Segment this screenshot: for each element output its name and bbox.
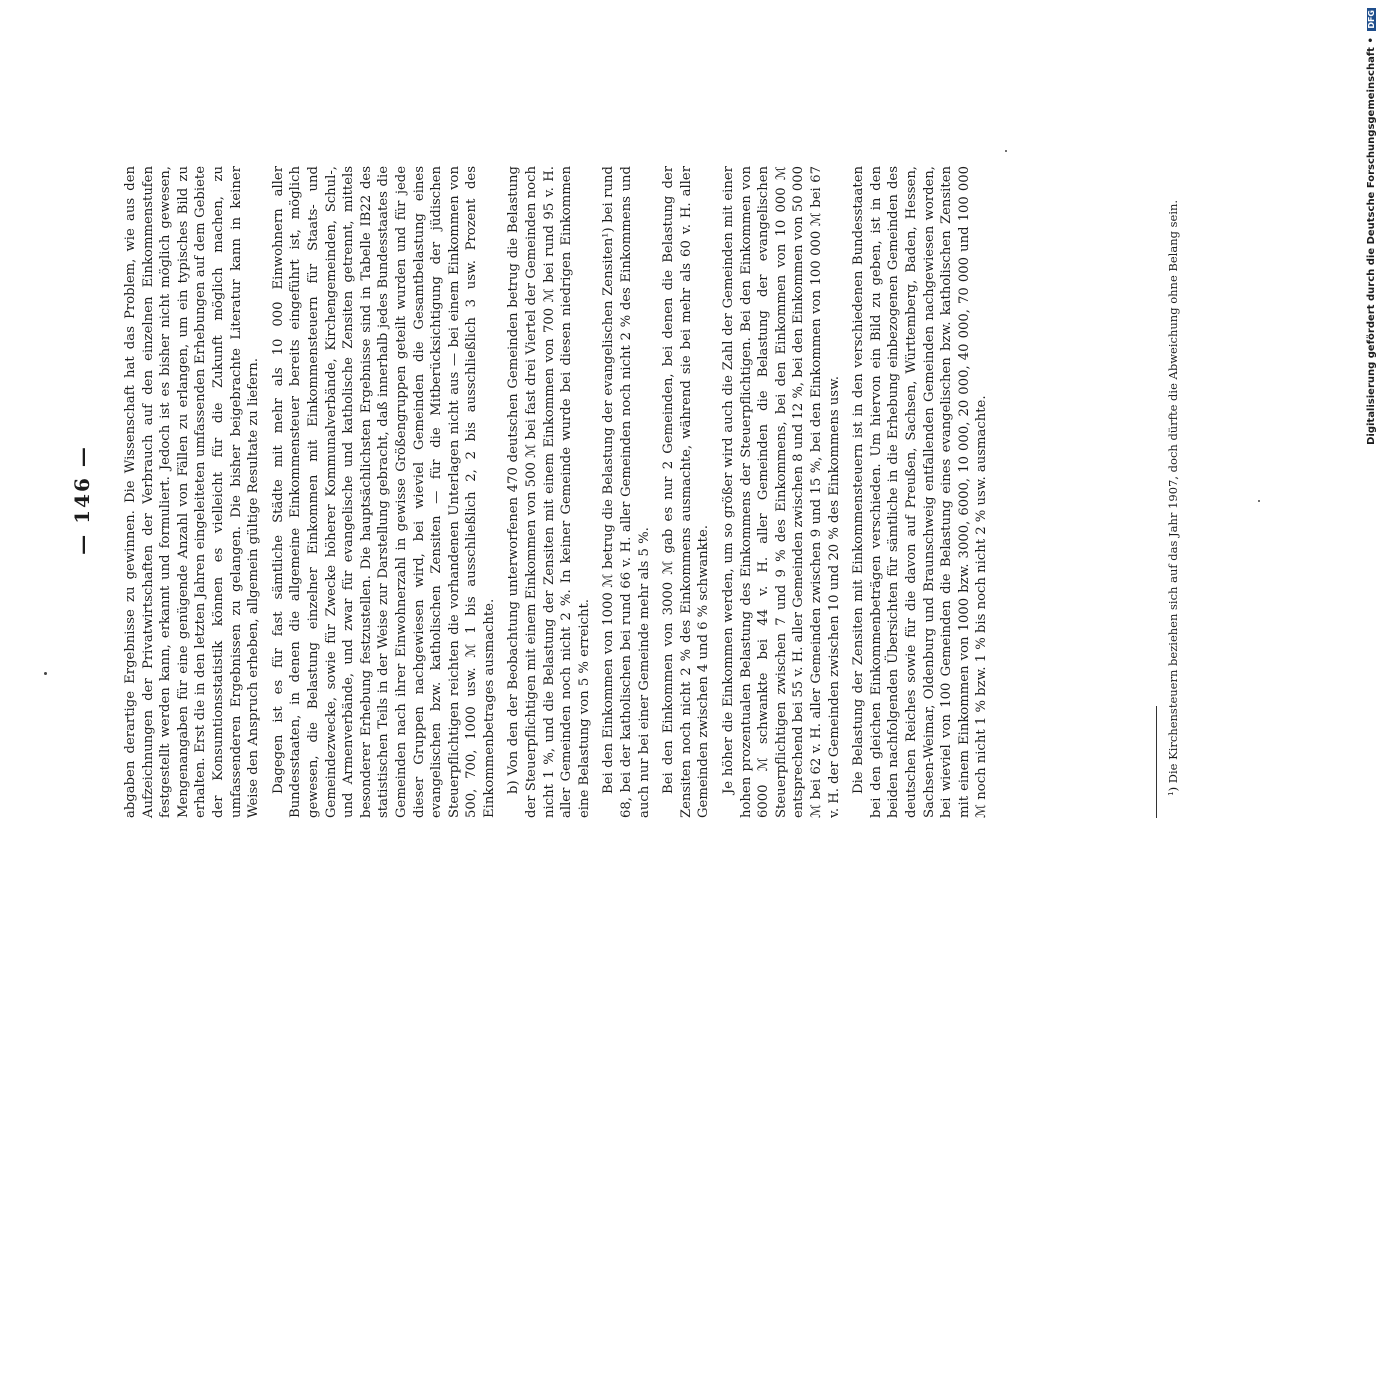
paragraph: b) Von den der Beobachtung unterworfenen 470 deutschen Gemeinden betrug die Belastung der Steuerpflichtigen mit einem Einkommen von 500 ℳ bei fast drei Viertel der Gemeinden noch nicht 1 %, und die Belastung der Zensiten mit einem Einkommen von 700 ℳ bei rund 95 v. H. aller Gemeinden noch nicht 2 %. In keiner Gemeinde wurde bei diesen niedrigen Einkommen eine Belastung von 5 % erreicht. <box>506 166 592 818</box>
scan-speck <box>44 672 47 675</box>
paragraph: Je höher die Einkommen werden, um so größer wird auch die Zahl der Gemeinden mit einer hohen prozentualen Belastung des Einkommens der Steuerpflichtigen. Bei den Einkommen von 6000 ℳ schwankte bei 44 v. H. aller Gemeinden die Belastung der evangelischen Steuerpflichtigen zwischen 7 und 9 % des Einkommens, bei den Einkommen von 10 000 ℳ entsprechend bei 55 v. H. aller Gemeinden zwischen 8 und 12 %, bei den Einkommen von 50 000 ℳ bei 62 v. H. aller Gemeinden zwischen 9 und 15 %, bei den Einkommen von 100 000 ℳ bei 67 v. H. der Gemeinden zwischen 10 und 20 % des Einkommens usw. <box>721 166 842 818</box>
paragraph: Bei den Einkommen von 1000 ℳ betrug die Belastung der evangelischen Zensiten¹) bei rund 68, bei der katholischen bei rund 66 v. H. aller Gemeinden noch nicht 2 % des Einkommens und auch nur bei einer Gemeinde mehr als 5 %. <box>601 166 652 818</box>
body-text <box>122 166 991 818</box>
footnote: ¹) Die Kirchensteuern beziehen sich auf das Jahr 1907, doch dürfte die Abweichung ohne Belang sein. <box>1166 199 1180 796</box>
dfg-logo: DFG <box>1366 10 1376 29</box>
page-number-header: — 146 — <box>70 445 94 555</box>
digitization-credit <box>1366 0 1377 1000</box>
paragraph: Bei den Einkommen von 3000 ℳ gab es nur 2 Gemeinden, bei denen die Belastung der Zensiten noch nicht 2 % des Einkommens ausmachte, während sie bei mehr als 60 v. H. aller Gemeinden zwischen 4 und 6 % schwankte. <box>661 166 712 818</box>
footnote-divider <box>1156 706 1157 818</box>
paragraph: abgaben derartige Ergebnisse zu gewinnen. Die Wissenschaft hat das Problem, wie aus den Aufzeichnungen der Privatwirtschaften der Verbrauch auf den einzelnen Einkommenstufen festgestellt werden kann, erkannt und formuliert. Jedoch ist es bisher nicht möglich gewesen, Mengenangaben für eine genügende Anzahl von Fällen zu erlangen, um ein typisches Bild zu erhalten. Erst die in den letzten Jahren eingeleiteten umfassenden Erhebungen auf dem Gebiete der Konsumtionsstatistik können es vielleicht für die Zukunft möglich machen, zu umfassenderen Ergebnissen zu gelangen. Die bisher beigebrachte Literatur kann in keiner Weise den Anspruch erheben, allgemein gültige Resultate zu liefern. <box>123 166 262 818</box>
scan-speck <box>1005 150 1007 152</box>
scan-speck <box>1258 500 1260 502</box>
credit-text: Digitalisierung gefördert durch die Deutsche Forschungsgemeinschaft • <box>1366 37 1377 445</box>
paragraph: Die Belastung der Zensiten mit Einkommensteuern ist in den verschiedenen Bundesstaaten bei den gleichen Einkommenbeträgen verschieden. Um hiervon ein Bild zu geben, ist in den beiden nachfolgenden Übersichten für sämtliche in die Erhebung einbezogenen Gemeinden des deutschen Reiches sowie für die davon auf Preußen, Sachsen, Württemberg, Baden, Hessen, Sachsen-Weimar, Oldenburg und Braunschweig entfallenden Gemeinden nachgewiesen worden, bei wieviel von 100 Gemeinden die Belastung eines evangelischen bzw. katholischen Zensiten mit einem Einkommen von 1000 bzw. 3000, 6000, 10 000, 20 000, 40 000, 70 000 und 100 000 ℳ noch nicht 1 % bzw. 1 % bis noch nicht 2 % usw. ausmachte. <box>851 166 990 818</box>
paragraph: Dagegen ist es für fast sämtliche Städte mit mehr als 10 000 Einwohnern aller Bundesstaaten, in denen die allgemeine Einkommensteuer bereits eingeführt ist, möglich gewesen, die Belastung einzelner Einkommen mit Einkommensteuern für Staats- und Gemeindezwecke, sowie für Zwecke höherer Kommunalverbände, Kirchengemeinden, Schul-, und Armenverbände, und zwar für evangelische und katholische Zensiten getrennt, mittels besonderer Erhebung festzustellen. Die hauptsächlichsten Ergebnisse sind in Tabelle IB22 des statistischen Teils in der Weise zur Darstellung gebracht, daß innerhalb jedes Bundesstaates die Gemeinden nach ihrer Einwohnerzahl in gewisse Größengruppen geteilt wurden und für jede dieser Gruppen nachgewiesen wird, bei wieviel Gemeinden die Gesamtbelastung eines evangelischen bzw. katholischen Zensiten — für die Mitberücksichtigung der jüdischen Steuerpflichtigen reichten die vorhandenen Unterlagen nicht aus — bei einem Einkommen von 500, 700, 1000 usw. ℳ 1 bis ausschließlich 2, 2 bis ausschließlich 3 usw. Prozent des Einkommenbetrages ausmachte. <box>270 166 497 818</box>
